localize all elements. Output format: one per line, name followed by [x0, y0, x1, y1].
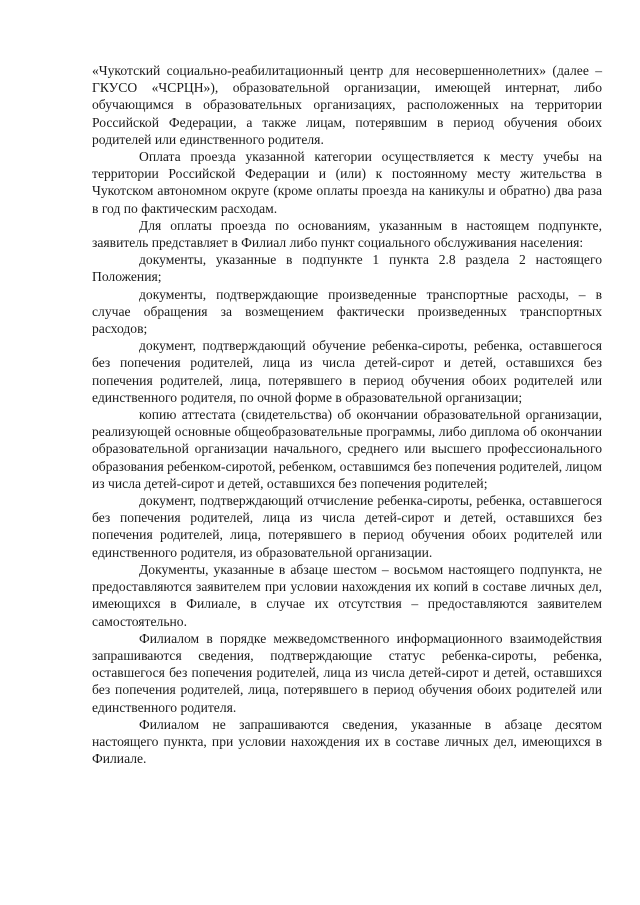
list-item-documents-subparagraph: документы, указанные в подпункте 1 пункта 2.8 раздела 2 настоящего Положения;: [92, 252, 602, 285]
paragraph-required-documents-intro: Для оплаты проезда по основаниям, указанным в настоящем подпункте, заявитель представляет в Филиал либо пункт социального обслуживания населения:: [92, 217, 602, 251]
list-item-certificate-copy: копию аттестата (свидетельства) об окончании образовательной организации, реализующей основные общеобразовательные программы, либо диплома об окончании образовательной организации начального, среднего или высшего профессионального образования ребенком-сиротой, ребенком, оставшимся без попечения родителей, лицом из числа детей-сирот и детей, оставшихся без попечения родителей;: [92, 407, 602, 491]
paragraph-no-request: Филиалом не запрашиваются сведения, указанные в абзаце десятом настоящего пункта, при условии нахождения их в составе личных дел, имеющихся в Филиале.: [92, 716, 602, 767]
document-page: [92, 62, 602, 767]
paragraph-documents-not-provided: Документы, указанные в абзаце шестом – восьмом настоящего подпункта, не предоставляются заявителем при условии нахождения их копий в составе личных дел, имеющихся в Филиале, в случае их отсутствия – предоставляются заявителем самостоятельно.: [92, 561, 602, 629]
list-item-study-confirmation: документ, подтверждающий обучение ребенка-сироты, ребенка, оставшегося без попечения родителей, лица из числа детей-сирот и детей, оставшихся без попечения родителей, лица, потерявшего в период обучения обоих родителей или единственного родителя, по очной форме в образовательной организации;: [92, 338, 602, 405]
paragraph-continuation: «Чукотский социально-реабилитационный центр для несовершеннолетних» (далее – ГКУСО «ЧСРЦН»), образовательной организации, имеющей интернат, либо обучающимся в образовательных организациях, расположенных на территории Российской Федерации, а также лицам, потерявшим в период обучения обоих родителей или единственного родителя.: [92, 63, 602, 147]
list-item-expulsion-document: документ, подтверждающий отчисление ребенка-сироты, ребенка, оставшегося без попечения родителей, лица из числа детей-сирот и детей, оставшихся без попечения родителей, лица, потерявшего в период обучения обоих родителей или единственного родителя, из образовательной организации.: [92, 493, 602, 560]
list-item-transport-expenses: документы, подтверждающие произведенные транспортные расходы, – в случае обращения за возмещением фактически произведенных транспортных расходов;: [92, 286, 602, 337]
paragraph-interagency-request: Филиалом в порядке межведомственного информационного взаимодействия запрашиваются сведения, подтверждающие статус ребенка-сироты, ребенка, оставшегося без попечения родителей, лица из числа детей-сирот и детей, оставшихся без попечения родителей, лица, потерявшего в период обучения обоих родителей или единственного родителя.: [92, 630, 602, 715]
paragraph-payment-terms: Оплата проезда указанной категории осуществляется к месту учебы на территории Российской Федерации и (или) к постоянному месту жительства в Чукотском автономном округе (кроме оплаты проезда на каникулы и обратно) два раза в год по фактическим расходам.: [92, 149, 602, 216]
